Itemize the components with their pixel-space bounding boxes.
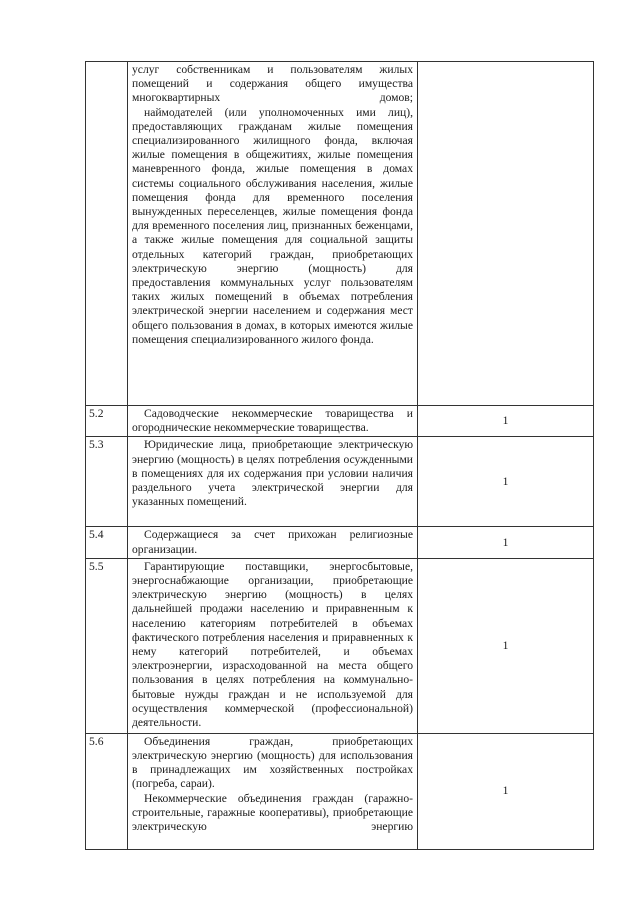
row-description xyxy=(128,62,418,406)
row-number xyxy=(86,62,128,406)
description-paragraph: Некоммерческие объединения граждан (гаражно-строительные, гаражные кооперативы), приобретающие электрическую энергию xyxy=(132,791,413,834)
table-row xyxy=(86,62,594,406)
table-row xyxy=(86,558,594,733)
table-row xyxy=(86,733,594,849)
tariff-category-table xyxy=(85,61,594,850)
description-paragraph: наймодателей (или уполномоченных ими лиц), предоставляющих гражданам жилые помещения специализированного жилищного фонда, включая жилые помещения в общежитиях, жилые помещения маневренного фонда, жилые помещения в домах системы социального обслуживания населения, жилые помещения фонда для временного поселения вынужденных переселенцев, жилые помещения фонда для временного поселения лиц, признанных беженцами, а также жилые помещения для социальной защиты отдельных категорий граждан, приобретающих электрическую энергию (мощность) для предоставления коммунальных услуг пользователям таких жилых помещений в объемах потребления электрической энергии населением и содержания мест общего пользования в домах, в которых имеются жилые помещения специализированного жилого фонда. xyxy=(132,105,413,346)
row-description xyxy=(128,527,418,558)
row-description xyxy=(128,406,418,437)
table-row xyxy=(86,437,594,527)
row-number: 5.2 xyxy=(86,406,128,437)
description-paragraph: Объединения граждан, приобретающих электрическую энергию (мощность) для использования в принадлежащих им хозяйственных постройках (погреба, сараи). xyxy=(132,734,413,791)
row-value: 1 xyxy=(418,406,594,437)
row-value: 1 xyxy=(418,558,594,733)
table-row xyxy=(86,406,594,437)
row-description xyxy=(128,558,418,733)
description-paragraph: Юридические лица, приобретающие электрическую энергию (мощность) в целях потребления осужденными в помещениях для их содержания при условии наличия раздельного учета электрической энергии для указанных помещений. xyxy=(132,438,413,509)
description-paragraph: Содержащиеся за счет прихожан религиозные организации. xyxy=(132,528,413,556)
description-paragraph: услуг собственникам и пользователям жилых помещений и содержания общего имущества многоквартирных домов; xyxy=(132,63,413,105)
row-number: 5.6 xyxy=(86,733,128,849)
row-value: 1 xyxy=(418,527,594,558)
row-description xyxy=(128,437,418,527)
row-value xyxy=(418,62,594,406)
row-number: 5.4 xyxy=(86,527,128,558)
description-paragraph: Гарантирующие поставщики, энергосбытовые, энергоснабжающие организации, приобретающие электрическую энергию (мощность) в целях дальнейшей продажи населению и приравненным к населению категориям потребителей в объемах фактического потребления населения и приравненных к нему категорий потребителей, и объемах электроэнергии, израсходованной на места общего пользования в целях потребления на коммунально-бытовые нужды граждан и не используемой для осуществления коммерческой (профессиональной) деятельности. xyxy=(132,559,413,730)
row-number: 5.3 xyxy=(86,437,128,527)
row-value: 1 xyxy=(418,733,594,849)
description-paragraph: Садоводческие некоммерческие товарищества и огороднические некоммерческие товарищества. xyxy=(132,407,413,435)
row-number: 5.5 xyxy=(86,558,128,733)
table-row xyxy=(86,527,594,558)
row-description xyxy=(128,733,418,849)
row-value: 1 xyxy=(418,437,594,527)
